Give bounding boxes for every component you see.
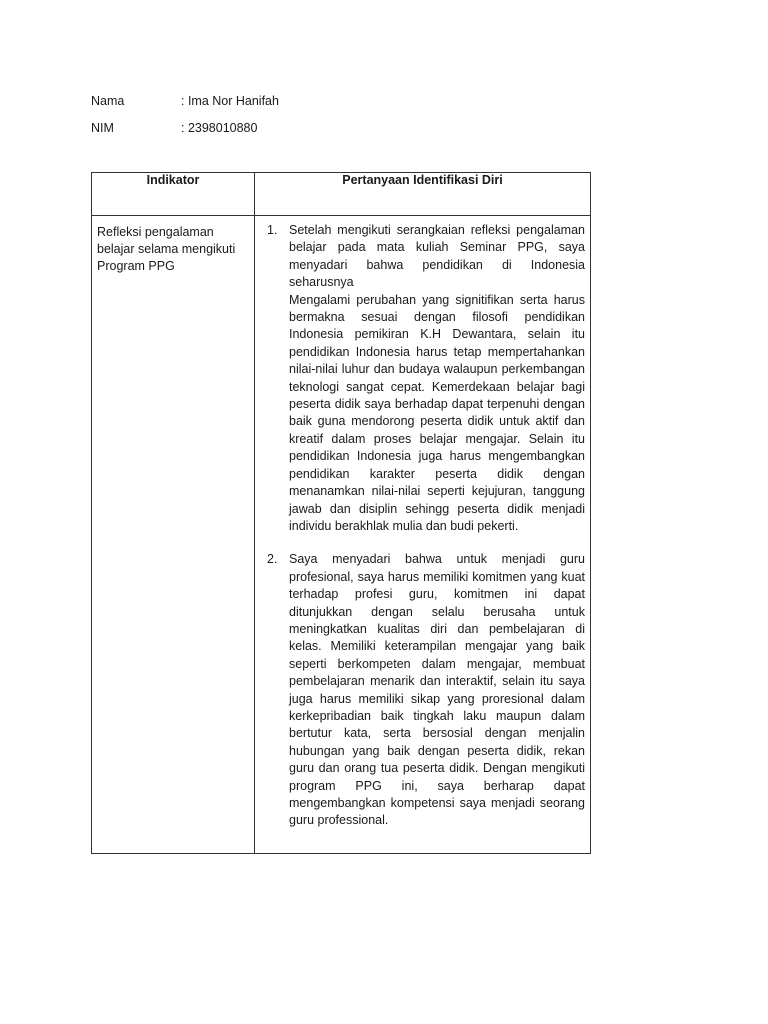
- nim-value: : 2398010880: [181, 121, 258, 135]
- answer-number: 1.: [267, 223, 278, 237]
- answer-item-1: [267, 222, 585, 535]
- answer-paragraph: Mengalami perubahan yang signitifikan serta harus bermakna sesuai dengan filosofi pendidikan Indonesia pemikiran K.H Dewantara, selain itu pendidikan Indonesia harus tetap mempertahankan nilai-nilai luhur dan budaya walaupun perkembangan teknologi sangat cepat. Kemerdekaan belajar bagi peserta didik saya berhadap dapat terpenuhi dengan baik guna mendorong peserta didik untuk aktif dan kreatif dalam proses belajar mengajar. Selain itu pendidikan Indonesia juga harus mengembangkan pendidikan karakter peserta didik dengan menanamkan nilai-nilai seperti kejujuran, tanggung jawab dan disiplin sehingg peserta didik menjadi individu berakhlak mulia dan budi pekerti.: [289, 292, 585, 533]
- header-pertanyaan: Pertanyaan Identifikasi Diri: [255, 173, 591, 216]
- nama-label: Nama: [91, 94, 125, 108]
- answer-number: 2.: [267, 552, 278, 567]
- nama-value: : Ima Nor Hanifah: [181, 94, 279, 108]
- indikator-cell: Refleksi pengalaman belajar selama mengikuti Program PPG: [92, 216, 255, 854]
- answer-cell: [255, 216, 591, 854]
- table-row: [92, 216, 591, 854]
- answer-item-2: [267, 551, 585, 830]
- answer-paragraph: Saya menyadari bahwa untuk menjadi guru profesional, saya harus memiliki komitmen yang kuat terhadap profesi guru, komitmen ini dapat ditunjukkan dengan selalu berusaha untuk meningkatkan kualitas diri dan pembelajaran di kelas. Memiliki keterampilan mengajar yang baik seperti berkompeten dalam mengajar, membuat pembelajaran menarik dan interaktif, selain itu saya juga harus memiliki sikap yang proresional dalam kerkepribadian baik tingkah laku maupun dalam bertutur kata, serta bersosial dengan menjalin hubungan yang baik dengan peserta didik, rekan guru dan orang tua peserta didik. Dengan mengikuti program PPG ini, saya berharap dapat mengembangkan kompetensi saya menjadi seorang guru professional.: [289, 552, 585, 828]
- answer-paragraph: Setelah mengikuti serangkaian refleksi pengalaman belajar pada mata kuliah Seminar PPG, saya menyadari bahwa pendidikan di Indonesia seharusnya: [289, 223, 585, 290]
- header-indikator: Indikator: [92, 173, 255, 216]
- table-header-row: [92, 173, 591, 216]
- reflection-table: [91, 172, 591, 854]
- nim-label: NIM: [91, 121, 114, 135]
- answer-list: [263, 222, 585, 830]
